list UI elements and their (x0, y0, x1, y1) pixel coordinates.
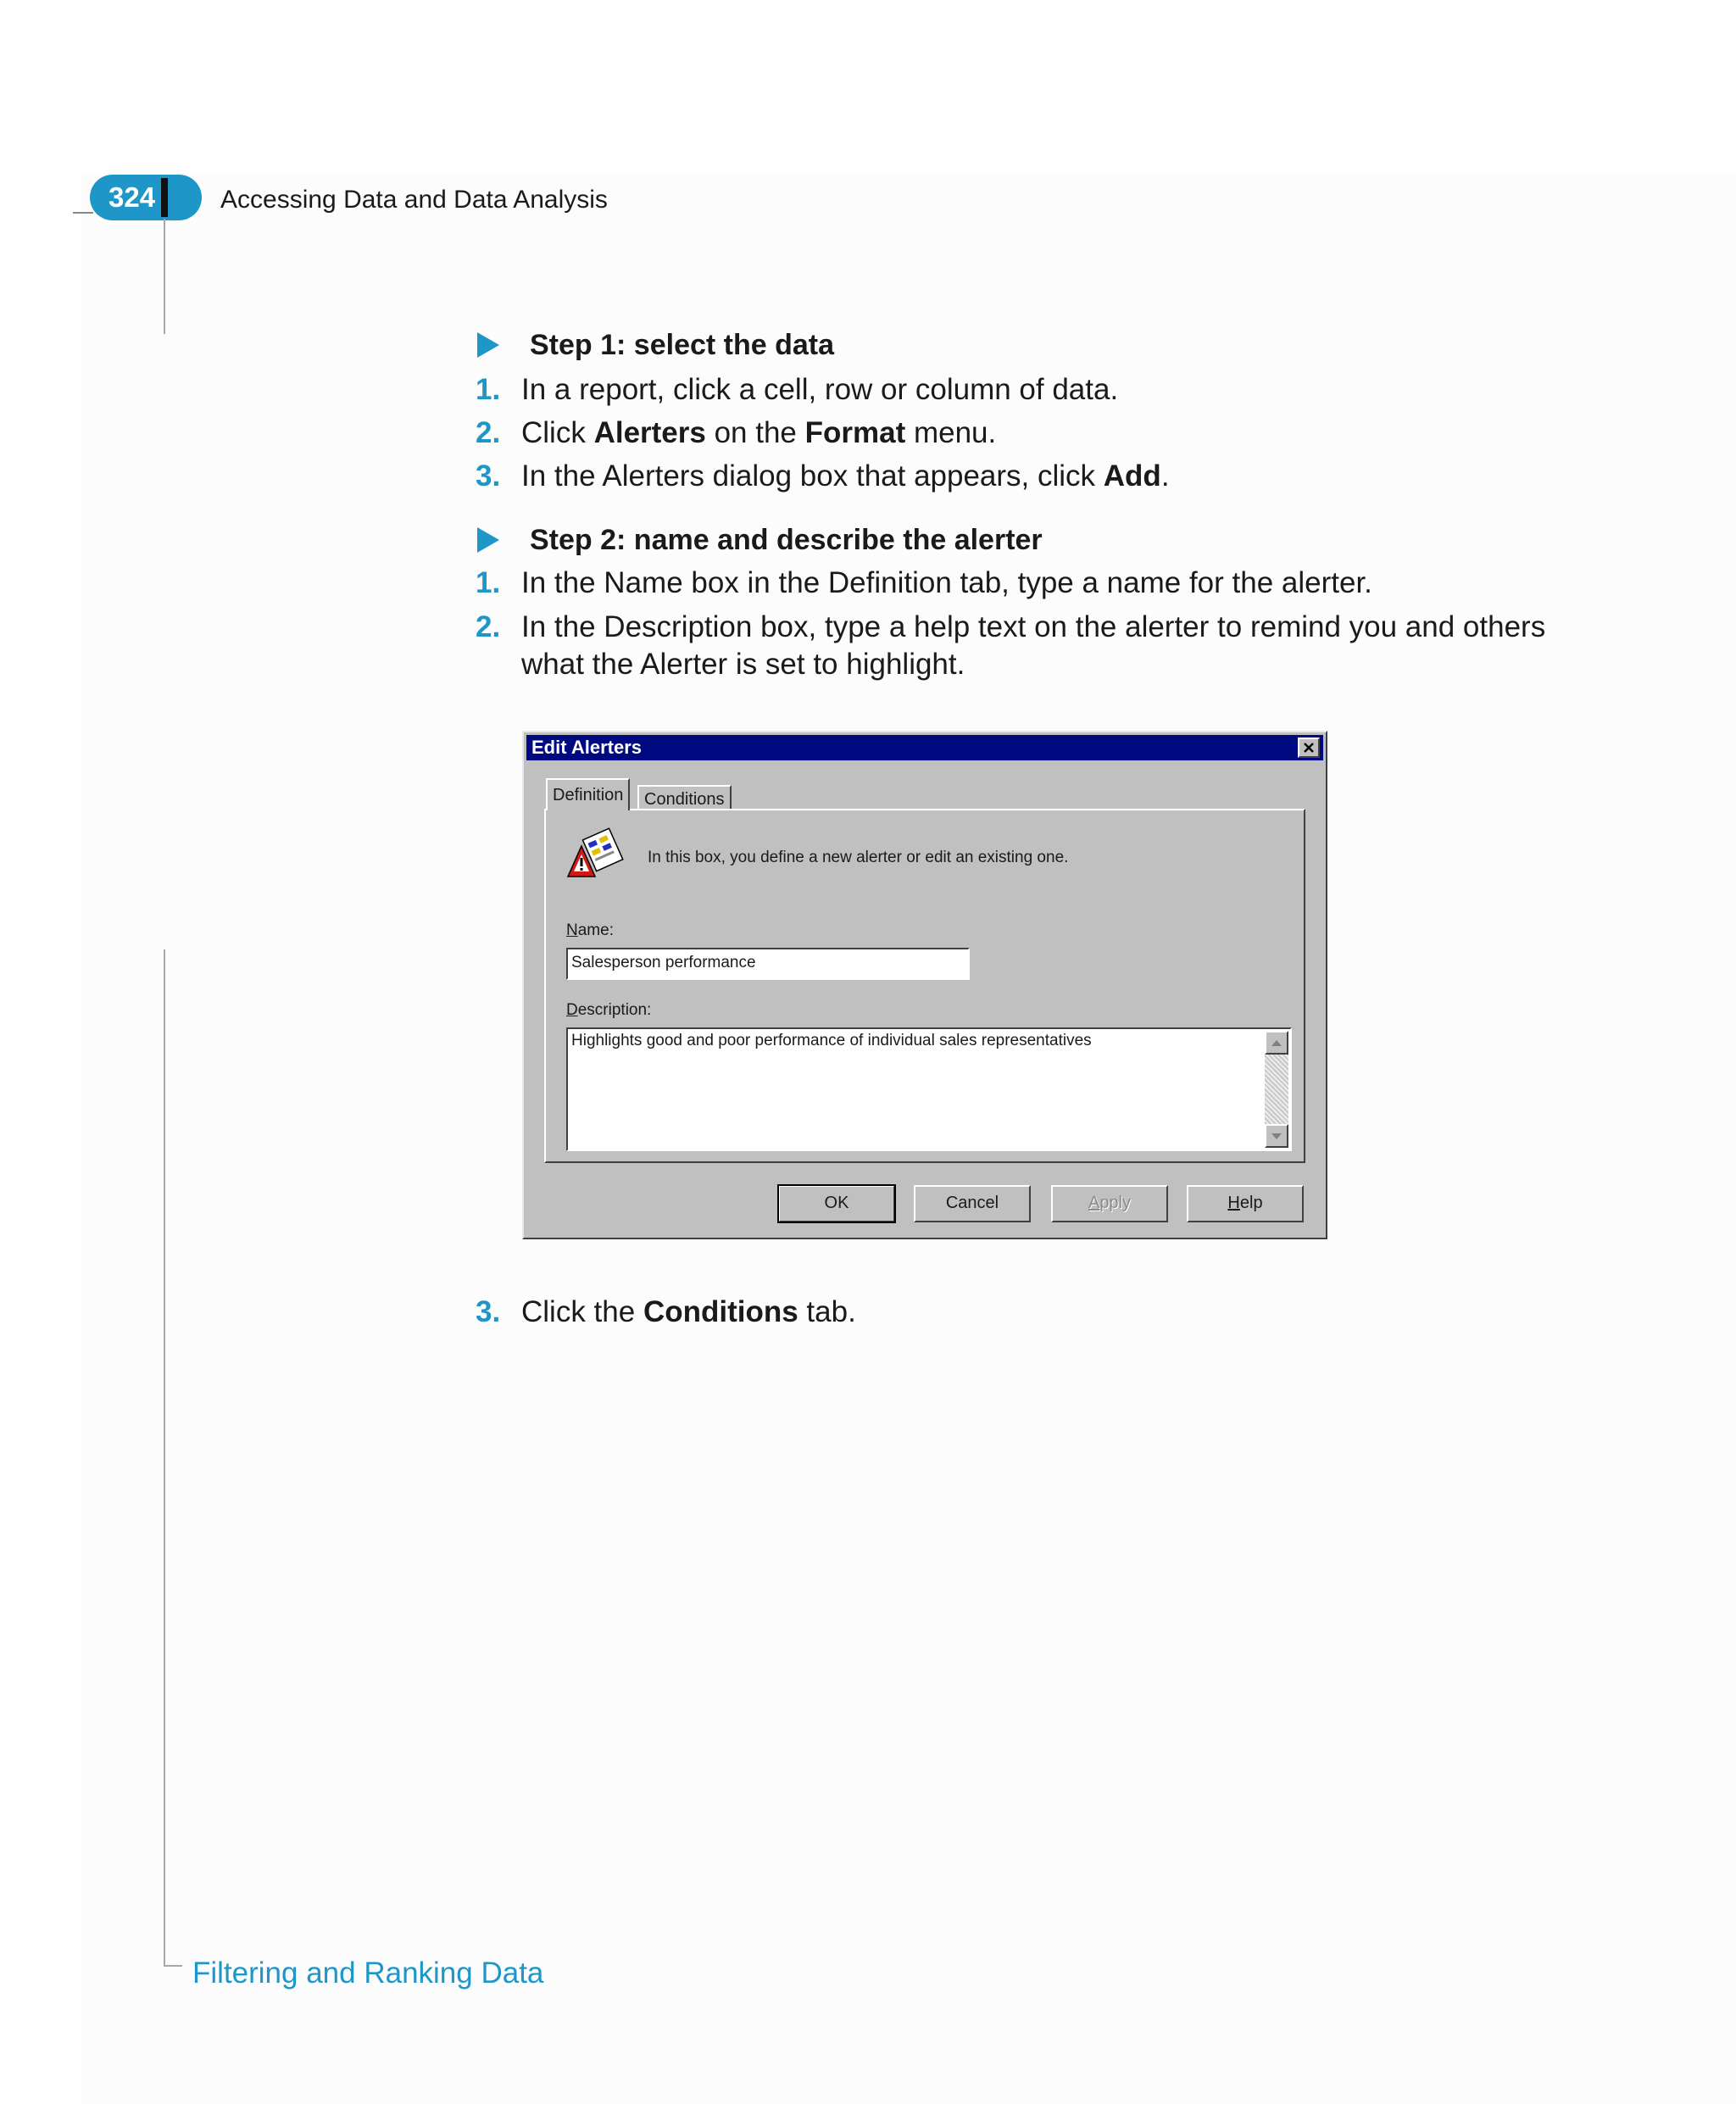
scroll-down-button[interactable] (1265, 1124, 1288, 1148)
scroll-up-button[interactable] (1265, 1031, 1288, 1055)
item-text: In the Description box, type a help text on the alerter to remind you and others what the Alerter is set to highlight. (521, 610, 1546, 681)
item-number: 1. (476, 373, 501, 406)
name-input[interactable]: Salesperson performance (566, 948, 970, 980)
close-icon (1303, 743, 1315, 753)
item-number: 2. (476, 610, 501, 643)
item-number: 1. (476, 566, 501, 599)
chapter-title: Accessing Data and Data Analysis (220, 186, 608, 214)
section-footer: Filtering and Ranking Data (192, 1956, 544, 1990)
ok-button[interactable]: OK (778, 1185, 895, 1222)
step1-item-1 (476, 371, 1118, 409)
item-text: Click the Conditions tab. (521, 1295, 856, 1328)
dialog-title: Edit Alerters (531, 737, 643, 758)
bullet-arrow-icon (477, 527, 499, 553)
name-label: Name: (566, 921, 614, 939)
step2-item-3 (476, 1294, 856, 1331)
item-number: 2. (476, 416, 501, 449)
header-rule (73, 212, 93, 214)
step1-heading-text: Step 1: select the data (530, 329, 835, 361)
apply-button[interactable]: Apply (1051, 1185, 1168, 1222)
item-number: 3. (476, 459, 501, 493)
arrow-down-icon (1271, 1133, 1282, 1139)
item-number: 3. (476, 1295, 501, 1328)
close-button[interactable] (1298, 738, 1320, 758)
margin-rule (164, 949, 165, 1967)
dialog-titlebar (526, 735, 1323, 760)
step2-heading (477, 522, 1043, 558)
intro-text: In this box, you define a new alerter or edit an existing one. (648, 849, 1069, 866)
page-number-divider (161, 178, 168, 217)
item-text: In a report, click a cell, row or column of data. (521, 373, 1119, 406)
step2-item-1 (476, 565, 1372, 602)
description-label: Description: (566, 1001, 652, 1019)
step1-heading (477, 327, 834, 363)
cancel-button[interactable]: Cancel (914, 1185, 1031, 1222)
margin-rule-foot (164, 1965, 182, 1967)
arrow-up-icon (1271, 1040, 1282, 1046)
tab-conditions[interactable]: Conditions (637, 785, 732, 810)
item-text: Click Alerters on the Format menu. (521, 416, 997, 449)
item-text: In the Alerters dialog box that appears, click Add. (521, 459, 1170, 493)
description-textarea[interactable] (566, 1027, 1292, 1151)
item-text: In the Name box in the Definition tab, type a name for the alerter. (521, 566, 1372, 599)
description-text: Highlights good and poor performance of individual sales representatives (571, 1032, 1092, 1049)
step2-item-2 (476, 609, 1545, 683)
bullet-arrow-icon (477, 332, 499, 358)
alerter-icon (566, 822, 626, 885)
definition-panel (544, 809, 1305, 1163)
help-button[interactable]: Help (1187, 1185, 1304, 1222)
step2-heading-text: Step 2: name and describe the alerter (530, 524, 1043, 556)
margin-rule-top (164, 219, 165, 334)
edit-alerters-dialog (522, 731, 1327, 1239)
tab-definition[interactable]: Definition (546, 778, 630, 810)
description-scrollbar[interactable] (1265, 1031, 1288, 1148)
step1-item-3 (476, 458, 1170, 495)
step1-item-2 (476, 415, 996, 452)
page-number: 324 (108, 181, 156, 213)
